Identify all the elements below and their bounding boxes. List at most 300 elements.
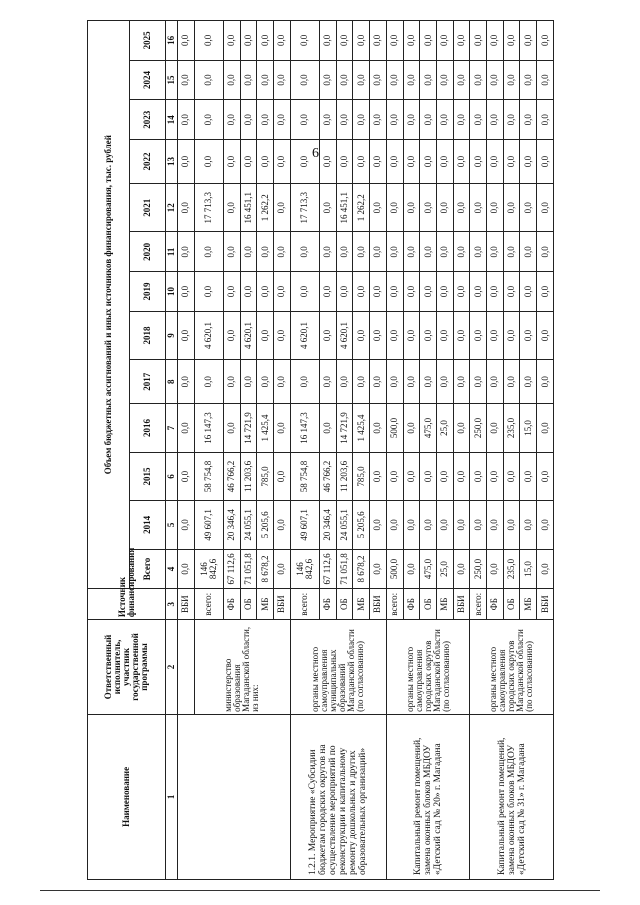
row-value: 20 346,4 (223, 501, 240, 549)
row-value: 0,0 (453, 549, 470, 589)
row-value: 0,0 (353, 21, 370, 61)
row-value: 17 713,3 (290, 184, 319, 232)
header-year: 2022 (130, 140, 166, 184)
row-value: 0,0 (178, 21, 195, 61)
row-value: 0,0 (194, 232, 223, 272)
row-value: 0,0 (403, 404, 420, 452)
row-value: 0,0 (274, 60, 291, 100)
row-value: 0,0 (436, 184, 453, 232)
header-total: Всего (130, 549, 166, 589)
row-value: 0,0 (453, 452, 470, 500)
row-value: 0,0 (353, 60, 370, 100)
row-value: 0,0 (503, 21, 520, 61)
row-value: 0,0 (453, 501, 470, 549)
row-value: 0,0 (319, 140, 336, 184)
row-value: 0,0 (420, 501, 437, 549)
header-name: Наименование (88, 714, 166, 879)
row-value: 0,0 (178, 452, 195, 500)
header-col-number: 10 (166, 272, 178, 312)
row-value: 0,0 (503, 60, 520, 100)
row-value: 0,0 (386, 60, 403, 100)
row-value: 4 620,1 (240, 311, 257, 359)
row-value: 0,0 (370, 272, 387, 312)
row-value: 0,0 (436, 232, 453, 272)
row-value: 0,0 (436, 60, 453, 100)
row-value: 1 262,2 (353, 184, 370, 232)
header-col-number: 3 (166, 589, 178, 620)
row-value: 0,0 (336, 272, 353, 312)
row-value: 0,0 (453, 311, 470, 359)
row-value: 0,0 (194, 140, 223, 184)
row-value: 0,0 (436, 501, 453, 549)
row-value: 0,0 (257, 100, 274, 140)
header-year: 2024 (130, 60, 166, 100)
row-value: 0,0 (274, 140, 291, 184)
row-value: 8 678,2 (353, 549, 370, 589)
row-value: 0,0 (353, 311, 370, 359)
row-value: 0,0 (386, 184, 403, 232)
row-value: 0,0 (503, 360, 520, 404)
row-value: 16 451,1 (240, 184, 257, 232)
row-value: 16 147,3 (194, 404, 223, 452)
row-value: 24 055,1 (240, 501, 257, 549)
row-value: 0,0 (453, 360, 470, 404)
header-col-number: 13 (166, 140, 178, 184)
row-value: 0,0 (436, 311, 453, 359)
row-source: ВБИ (537, 589, 554, 620)
row-value: 250,0 (470, 549, 487, 589)
row-source: МБ (436, 589, 453, 620)
row-value: 0,0 (470, 140, 487, 184)
row-value: 0,0 (453, 272, 470, 312)
row-value: 0,0 (370, 311, 387, 359)
row-name (178, 714, 291, 879)
row-value: 0,0 (223, 404, 240, 452)
header-year: 2017 (130, 360, 166, 404)
row-value: 0,0 (257, 232, 274, 272)
row-value: 0,0 (223, 272, 240, 312)
row-value: 0,0 (223, 60, 240, 100)
row-value: 0,0 (537, 100, 554, 140)
row-value: 0,0 (336, 360, 353, 404)
table-header (88, 21, 178, 880)
row-value: 0,0 (520, 140, 537, 184)
row-value: 25,0 (436, 404, 453, 452)
row-value: 11 203,6 (240, 452, 257, 500)
row-value: 0,0 (503, 311, 520, 359)
row-source: всего: (470, 589, 487, 620)
row-value: 0,0 (240, 100, 257, 140)
row-value: 8 678,2 (257, 549, 274, 589)
row-responsible: органы местного самоуправления городских округов Магаданской области (по согласованию) (386, 620, 470, 715)
row-value: 0,0 (436, 100, 453, 140)
row-value: 0,0 (257, 21, 274, 61)
row-value: 0,0 (470, 100, 487, 140)
row-value: 58 754,8 (194, 452, 223, 500)
row-value: 0,0 (257, 272, 274, 312)
row-value: 475,0 (420, 549, 437, 589)
row-value: 0,0 (403, 311, 420, 359)
row-source: ФБ (403, 589, 420, 620)
row-value: 46 766,2 (223, 452, 240, 500)
row-value: 0,0 (178, 272, 195, 312)
row-value: 0,0 (403, 100, 420, 140)
row-value: 4 620,1 (290, 311, 319, 359)
row-value: 0,0 (319, 272, 336, 312)
row-name: Капитальный ремонт помещений, замена оконных блоков МБДОУ «Детский сад № 20» г. Магадана (386, 714, 470, 879)
table-row (290, 21, 319, 880)
row-value: 0,0 (403, 184, 420, 232)
row-value: 0,0 (436, 140, 453, 184)
row-value: 0,0 (503, 140, 520, 184)
row-value: 0,0 (319, 232, 336, 272)
header-responsible: Ответственный исполнитель, участник государственной программы (88, 620, 166, 715)
row-value: 0,0 (240, 140, 257, 184)
row-value: 0,0 (470, 452, 487, 500)
row-value: 0,0 (436, 452, 453, 500)
row-value: 0,0 (487, 404, 504, 452)
row-value: 0,0 (178, 184, 195, 232)
row-value: 0,0 (487, 501, 504, 549)
row-name: Капитальный ремонт помещений, замена оконных блоков МБДОУ «Детский сад № 31» г. Магадана (470, 714, 554, 879)
header-col-number: 9 (166, 311, 178, 359)
row-value: 785,0 (257, 452, 274, 500)
row-value: 0,0 (274, 311, 291, 359)
row-value: 0,0 (403, 60, 420, 100)
row-value: 0,0 (537, 140, 554, 184)
row-value: 0,0 (487, 232, 504, 272)
row-value: 0,0 (386, 232, 403, 272)
row-value: 146 842,6 (290, 549, 319, 589)
row-value: 0,0 (336, 140, 353, 184)
row-source: ВБИ (370, 589, 387, 620)
row-source: ВБИ (274, 589, 291, 620)
row-value: 0,0 (194, 272, 223, 312)
row-value: 0,0 (420, 272, 437, 312)
row-value: 0,0 (453, 184, 470, 232)
row-value: 20 346,4 (319, 501, 336, 549)
row-value: 0,0 (403, 452, 420, 500)
row-value: 0,0 (470, 501, 487, 549)
row-value: 0,0 (290, 60, 319, 100)
row-value: 0,0 (353, 100, 370, 140)
row-value: 0,0 (194, 360, 223, 404)
row-value: 0,0 (370, 184, 387, 232)
table-row (386, 21, 403, 880)
row-value: 1 425,4 (353, 404, 370, 452)
row-value: 0,0 (420, 232, 437, 272)
header-col-number: 15 (166, 60, 178, 100)
row-value: 0,0 (274, 272, 291, 312)
header-col-number: 6 (166, 452, 178, 500)
row-value: 0,0 (420, 21, 437, 61)
row-value: 0,0 (537, 549, 554, 589)
row-value: 0,0 (420, 60, 437, 100)
row-responsible (178, 620, 195, 715)
row-value: 0,0 (487, 360, 504, 404)
header-col-number: 16 (166, 21, 178, 61)
row-value: 4 620,1 (336, 311, 353, 359)
row-value: 0,0 (223, 21, 240, 61)
row-value: 0,0 (290, 21, 319, 61)
row-value: 0,0 (503, 501, 520, 549)
row-source: ОБ (240, 589, 257, 620)
header-source: Источник финансирования (88, 589, 166, 620)
row-value: 0,0 (537, 184, 554, 232)
row-source: ВБИ (178, 589, 195, 620)
row-value: 71 051,8 (336, 549, 353, 589)
rotated-page (87, 20, 554, 880)
row-value: 11 203,6 (336, 452, 353, 500)
row-value: 67 112,6 (319, 549, 336, 589)
row-value: 0,0 (223, 232, 240, 272)
row-value: 1 425,4 (257, 404, 274, 452)
row-value: 5 205,6 (257, 501, 274, 549)
row-value: 0,0 (319, 60, 336, 100)
row-value: 0,0 (386, 21, 403, 61)
row-value: 0,0 (370, 140, 387, 184)
row-value: 0,0 (470, 360, 487, 404)
row-value: 0,0 (353, 360, 370, 404)
row-value: 0,0 (290, 140, 319, 184)
row-value: 0,0 (223, 184, 240, 232)
row-value: 0,0 (386, 272, 403, 312)
row-value: 0,0 (403, 272, 420, 312)
row-value: 0,0 (537, 21, 554, 61)
row-value: 0,0 (453, 100, 470, 140)
row-value: 15,0 (520, 549, 537, 589)
row-value: 0,0 (537, 60, 554, 100)
row-value: 0,0 (453, 404, 470, 452)
row-value: 5 205,6 (353, 501, 370, 549)
row-value: 0,0 (178, 360, 195, 404)
bottom-rule (40, 890, 600, 891)
row-value: 235,0 (503, 549, 520, 589)
row-value: 0,0 (386, 140, 403, 184)
row-value: 0,0 (370, 100, 387, 140)
row-value: 0,0 (223, 100, 240, 140)
row-value: 0,0 (520, 360, 537, 404)
row-value: 0,0 (240, 360, 257, 404)
row-value: 0,0 (470, 311, 487, 359)
page-number: 6 (312, 146, 319, 161)
row-source: МБ (257, 589, 274, 620)
row-value: 0,0 (274, 549, 291, 589)
row-value: 0,0 (274, 232, 291, 272)
row-value: 0,0 (386, 452, 403, 500)
row-value: 0,0 (223, 311, 240, 359)
row-value: 0,0 (487, 272, 504, 312)
row-value: 0,0 (470, 232, 487, 272)
row-value: 0,0 (470, 60, 487, 100)
table-row (178, 21, 195, 880)
row-value: 24 055,1 (336, 501, 353, 549)
row-value: 0,0 (319, 184, 336, 232)
row-value: 0,0 (353, 232, 370, 272)
row-value: 4 620,1 (194, 311, 223, 359)
row-value: 0,0 (178, 311, 195, 359)
header-col-number: 1 (166, 714, 178, 879)
row-value: 0,0 (319, 311, 336, 359)
row-value: 0,0 (403, 549, 420, 589)
row-value: 0,0 (257, 60, 274, 100)
row-value: 0,0 (257, 311, 274, 359)
row-value: 0,0 (453, 140, 470, 184)
row-value: 0,0 (436, 360, 453, 404)
row-value: 49 607,1 (290, 501, 319, 549)
header-year: 2014 (130, 501, 166, 549)
row-value: 0,0 (274, 184, 291, 232)
row-source: ФБ (487, 589, 504, 620)
row-value: 0,0 (370, 60, 387, 100)
row-value: 785,0 (353, 452, 370, 500)
header-col-number: 8 (166, 360, 178, 404)
row-value: 250,0 (470, 404, 487, 452)
row-value: 0,0 (257, 360, 274, 404)
row-value: 0,0 (194, 100, 223, 140)
row-value: 15,0 (520, 404, 537, 452)
row-value: 0,0 (240, 232, 257, 272)
row-value: 0,0 (194, 21, 223, 61)
row-value: 0,0 (503, 184, 520, 232)
row-value: 0,0 (257, 140, 274, 184)
row-value: 0,0 (487, 60, 504, 100)
row-value: 500,0 (386, 404, 403, 452)
row-value: 0,0 (470, 21, 487, 61)
row-value: 0,0 (420, 360, 437, 404)
table-row (470, 21, 487, 880)
row-responsible: органы местного самоуправления муниципальных образований Магаданской области (по согласованию) (290, 620, 386, 715)
row-value: 25,0 (436, 549, 453, 589)
row-source: ОБ (503, 589, 520, 620)
row-value: 0,0 (420, 184, 437, 232)
row-value: 0,0 (386, 501, 403, 549)
row-value: 0,0 (487, 140, 504, 184)
row-value: 0,0 (470, 272, 487, 312)
row-value: 0,0 (178, 60, 195, 100)
row-value: 0,0 (274, 501, 291, 549)
header-col-number: 12 (166, 184, 178, 232)
row-value: 0,0 (274, 360, 291, 404)
financing-table (87, 20, 554, 880)
row-value: 0,0 (336, 60, 353, 100)
row-value: 0,0 (503, 100, 520, 140)
header-col-number: 5 (166, 501, 178, 549)
row-value: 0,0 (453, 60, 470, 100)
row-value: 0,0 (319, 100, 336, 140)
row-value: 0,0 (370, 360, 387, 404)
header-col-number: 4 (166, 549, 178, 589)
row-value: 0,0 (520, 311, 537, 359)
row-value: 0,0 (178, 501, 195, 549)
row-value: 0,0 (503, 232, 520, 272)
row-value: 14 721,9 (336, 404, 353, 452)
header-year: 2016 (130, 404, 166, 452)
row-value: 67 112,6 (223, 549, 240, 589)
row-value: 0,0 (319, 21, 336, 61)
row-value: 0,0 (520, 184, 537, 232)
row-source: ФБ (223, 589, 240, 620)
row-source: всего: (386, 589, 403, 620)
row-value: 0,0 (520, 21, 537, 61)
row-value: 0,0 (537, 311, 554, 359)
row-value: 0,0 (240, 60, 257, 100)
row-source: ОБ (420, 589, 437, 620)
row-value: 0,0 (403, 360, 420, 404)
row-value: 0,0 (178, 404, 195, 452)
row-value: 0,0 (370, 404, 387, 452)
row-source: МБ (520, 589, 537, 620)
row-value: 16 451,1 (336, 184, 353, 232)
row-value: 14 721,9 (240, 404, 257, 452)
row-value: 0,0 (274, 21, 291, 61)
row-value: 0,0 (537, 452, 554, 500)
row-value: 0,0 (487, 184, 504, 232)
header-year: 2023 (130, 100, 166, 140)
row-value: 0,0 (520, 100, 537, 140)
row-value: 0,0 (420, 140, 437, 184)
row-value: 17 713,3 (194, 184, 223, 232)
row-value: 475,0 (420, 404, 437, 452)
row-value: 0,0 (370, 452, 387, 500)
row-value: 0,0 (403, 140, 420, 184)
row-source: ФБ (319, 589, 336, 620)
row-value: 0,0 (403, 232, 420, 272)
row-value: 71 051,8 (240, 549, 257, 589)
row-value: 0,0 (470, 184, 487, 232)
header-col-number: 11 (166, 232, 178, 272)
row-value: 0,0 (370, 21, 387, 61)
row-value: 0,0 (370, 501, 387, 549)
header-year: 2018 (130, 311, 166, 359)
row-value: 0,0 (240, 272, 257, 312)
row-value: 0,0 (290, 360, 319, 404)
row-source: МБ (353, 589, 370, 620)
row-value: 0,0 (487, 311, 504, 359)
row-value: 0,0 (178, 100, 195, 140)
row-value: 0,0 (420, 100, 437, 140)
row-value: 0,0 (537, 232, 554, 272)
row-value: 0,0 (403, 21, 420, 61)
row-value: 0,0 (420, 311, 437, 359)
row-value: 235,0 (503, 404, 520, 452)
row-value: 0,0 (274, 100, 291, 140)
row-value: 0,0 (537, 360, 554, 404)
row-value: 0,0 (503, 452, 520, 500)
row-value: 146 842,6 (194, 549, 223, 589)
row-value: 58 754,8 (290, 452, 319, 500)
row-value: 0,0 (336, 100, 353, 140)
row-source: всего: (290, 589, 319, 620)
row-value: 16 147,3 (290, 404, 319, 452)
header-year: 2021 (130, 184, 166, 232)
rotated-table-viewport (87, 20, 554, 880)
row-value: 0,0 (290, 100, 319, 140)
row-value: 0,0 (487, 452, 504, 500)
row-value: 1 262,2 (257, 184, 274, 232)
row-value: 0,0 (353, 140, 370, 184)
row-value: 0,0 (436, 272, 453, 312)
row-value: 0,0 (274, 452, 291, 500)
row-value: 0,0 (178, 140, 195, 184)
row-value: 0,0 (336, 232, 353, 272)
row-source: всего: (194, 589, 223, 620)
row-value: 0,0 (487, 549, 504, 589)
row-value: 0,0 (453, 232, 470, 272)
row-value: 0,0 (403, 501, 420, 549)
row-value: 0,0 (520, 272, 537, 312)
row-name: 1.2.1. Мероприятие «Субсидии бюджетам городских округов на осуществление мероприятий по реконструкции и капитальному ремонту дошкольных и других образовательных организаций» (290, 714, 386, 879)
